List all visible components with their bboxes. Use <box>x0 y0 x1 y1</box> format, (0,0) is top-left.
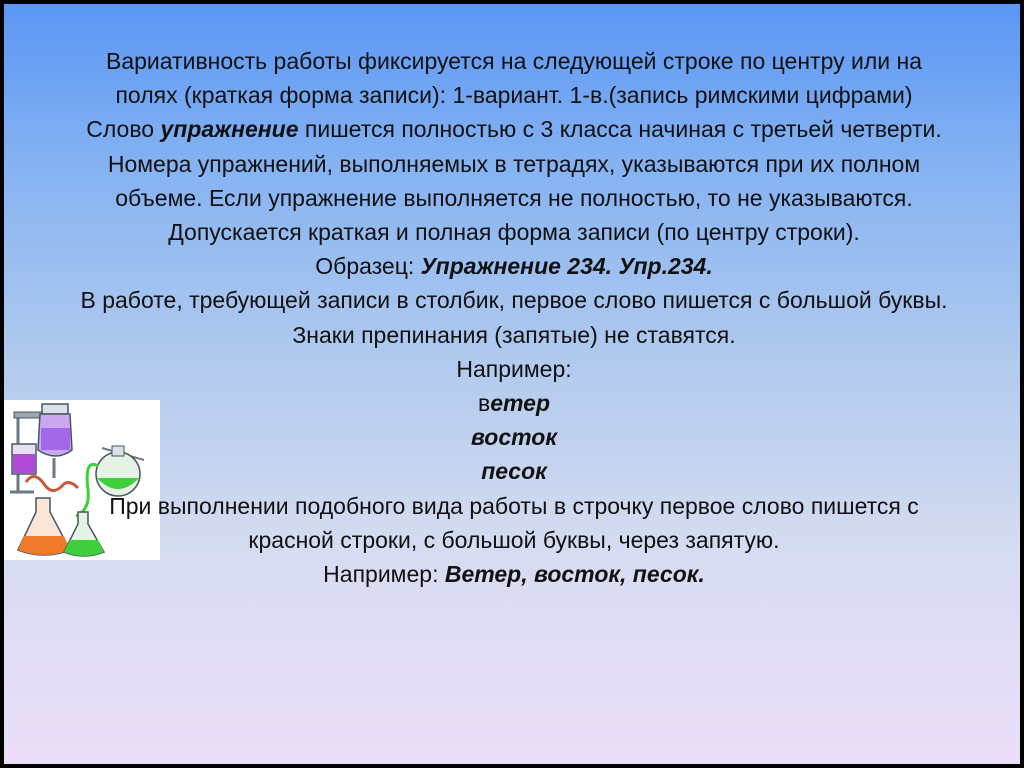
p2-pre: Слово <box>86 116 161 143</box>
example-word-2: восток <box>470 424 557 451</box>
sample-value: Упражнение 234. Упр.234. <box>420 253 713 280</box>
example-word-3: песок <box>481 458 547 485</box>
paragraph-inline: При выполнении подобного вида работы в строчку первое слово пишется с красной строки, с большой буквы, через запятую. <box>109 492 919 553</box>
paragraph-column: В работе, требующей записи в столбик, первое слово пишется с большой буквы. Знаки препинания (запятые) не ставятся. <box>80 287 948 348</box>
slide <box>4 4 1020 764</box>
paragraph-sample <box>74 249 954 283</box>
slide-text <box>74 44 954 591</box>
paragraph-for-example: Например: <box>456 355 572 382</box>
paragraph-exercise <box>74 112 954 249</box>
exercise-word: упражнение <box>160 116 299 143</box>
p2-post: пишется полностью с 3 класса начиная с третьей четверти. Номера упражнений, выполняемых в тетрадях, указываются при их полном объеме. Если упражнение выполняется не полностью, то не указываются. Допускается краткая и полная форма записи (по центру строки). <box>107 116 942 246</box>
example-word-1-emph: етер <box>490 390 550 417</box>
example-word-1-plain: в <box>478 390 491 417</box>
sample-label: Образец: <box>315 253 421 280</box>
paragraph-inline-example <box>74 557 954 591</box>
paragraph-variant: Вариативность работы фиксируется на следующей строке по центру или на полях (краткая форма записи): 1-вариант. 1-в.(запись римскими цифрами) <box>106 48 922 109</box>
inline-example-label: Например: <box>323 561 445 588</box>
example-word-1 <box>74 386 954 420</box>
inline-example-value: Ветер, восток, песок. <box>444 561 705 588</box>
